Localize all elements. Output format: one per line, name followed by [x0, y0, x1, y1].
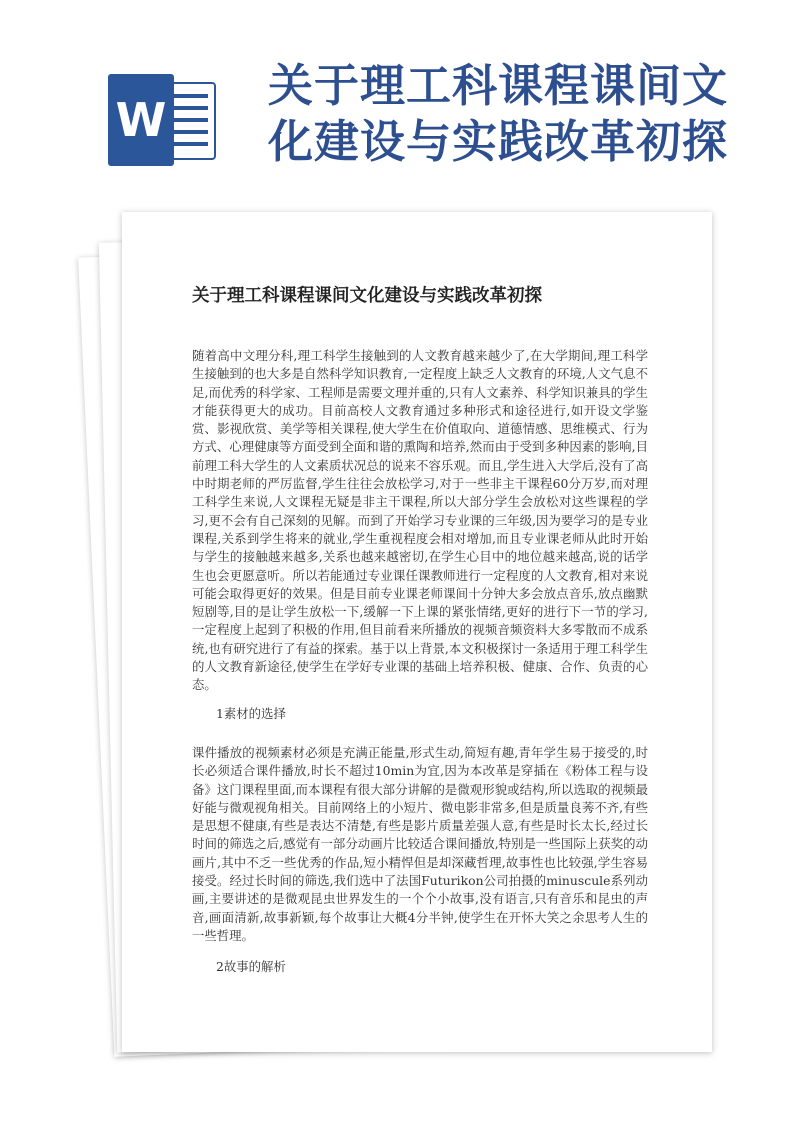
body-paragraph-material-selection: 课件播放的视频素材必须是充满正能量,形式生动,简短有趣,青年学生易于接受的,时长必须适合课件播放,时长不超过10min为宜,因为本改革是穿插在《粉体工程与设备》这门课程里面,而本课程有很大部分讲解的是微观形貌或结构,所以选取的视频最好能与微观视角相关。目前网络上的小短片、微电影非常多,但是质量良莠不齐,有些是思想不健康,有些是表达不清楚,有些是影片质量差强人意,有些是时长太长,经过长时间的筛选之后,感觉有一部分动画片比较适合课间播放,特别是一些国际上获奖的动画片,其中不乏一些优秀的作品,短小精悍但是却深藏哲理,故事性也比较强,学生容易接受。经过长时间的筛选,我们选中了法国Futurikon公司拍摄的minuscule系列动画,主要讲述的是微观昆虫世界发生的一个个小故事,没有语言,只有音乐和昆虫的声音,画面清新,故事新颖,每个故事让大概4分半钟,使学生在开怀大笑之余思考人生的一些哲理。 — [192, 745, 648, 943]
word-logo-line — [170, 130, 208, 134]
word-logo-line — [170, 106, 208, 110]
word-logo-line — [170, 118, 208, 122]
word-logo-line — [170, 94, 208, 98]
banner-title: 关于理工科课程课间文化建设与实践改革初探 — [268, 59, 729, 168]
word-document-icon — [108, 74, 218, 166]
section-heading-material-selection: 1素材的选择 — [216, 706, 286, 721]
word-logo-letter: W — [108, 74, 174, 166]
word-logo-line — [170, 142, 208, 146]
banner-header — [0, 0, 800, 200]
section-heading-story-analysis: 2故事的解析 — [216, 959, 286, 974]
document-page — [122, 212, 712, 1052]
body-paragraph-intro: 随着高中文理分科,理工科学生接触到的人文教育越来越少了,在大学期间,理工科学生接触到的也大多是自然科学知识教育,一定程度上缺乏人文教育的环境,人文气息不足,而优秀的科学家、工程师是需要文理并重的,只有人文素养、科学知识兼具的学生才能获得更大的成功。目前高校人文教育通过多种形式和途径进行,如开设文学鉴赏、影视欣赏、美学等相关课程,使大学生在价值取向、道德情感、思维模式、行为方式、心理健康等方面受到全面和谐的熏陶和培养,然而由于受到多种因素的影响,目前理工科大学生的人文素质状况总的说来不容乐观。而且,学生进入大学后,没有了高中时期老师的严厉监督,学生往往会放松学习,对于一些非主干课程60分万岁,而对理工科学生来说,人文课程无疑是非主干课程,所以大部分学生会放松对这些课程的学习,更不会有自己深刻的见解。而到了开始学习专业课的三年级,因为要学习的是专业课程,关系到学生将来的就业,学生重视程度会相对增加,而且专业课老师从此时开始与学生的接触越来越多,关系也越来越密切,在学生心目中的地位越来越高,说的话学生也会更愿意听。所以若能通过专业课任课教师进行一定程度的人文教育,相对来说可能会取得更好的效果。但是目前专业课老师课间十分钟大多会放点音乐,放点幽默短剧等,目的是让学生放松一下,缓解一下上课的紧张情绪,更好的进行下一节的学习,一定程度上起到了积极的作用,但目前看来所播放的视频音频资料大多零散而不成系统,也有研究进行了有益的探索。基于以上背景,本文积极探讨一条适用于理工科学生的人文教育新途径,使学生在学好专业课的基础上培养积极、健康、合作、负责的心态。 — [192, 348, 648, 693]
document-title: 关于理工科课程课间文化建设与实践改革初探 — [192, 286, 542, 306]
